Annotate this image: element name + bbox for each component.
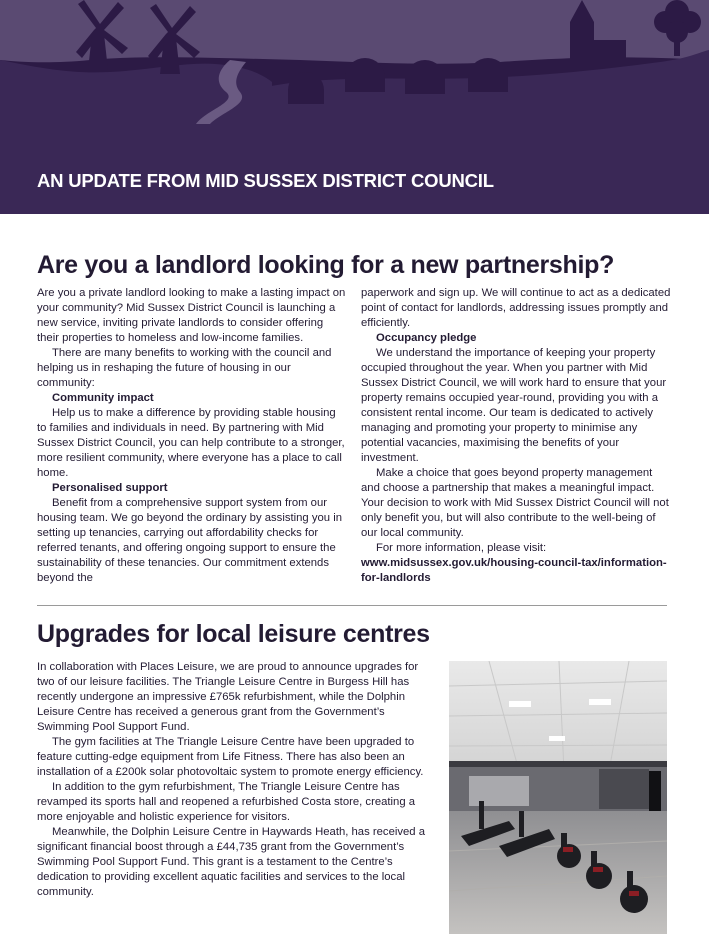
subheading-personalised-support: Personalised support <box>52 482 168 494</box>
subheading-community-impact: Community impact <box>52 392 154 404</box>
paragraph: paperwork and sign up. We will continue to act as a dedicated point of contact for landlords, addressing issues promptly and efficiently. <box>361 287 671 329</box>
landlord-heading: Are you a landlord looking for a new partnership? <box>37 251 615 279</box>
paragraph: Help us to make a difference by providing stable housing to families and individuals in need. By partnering with Mid Sussex District Council, you can help contribute to a stronger, more resilient community, where everyone has a place to call home. <box>37 407 345 479</box>
paragraph: Meanwhile, the Dolphin Leisure Centre in Haywards Heath, has received a significant financial boost through a £44,735 grant from the Government’s Swimming Pool Support Fund. This grant is a testament to the Centre’s dedication to providing excellent aquatic facilities and services to the local community. <box>37 826 425 898</box>
leisure-heading: Upgrades for local leisure centres <box>37 620 430 648</box>
paragraph: The gym facilities at The Triangle Leisure Centre have been upgraded to feature cutting-edge equipment from Life Fitness. There has also been an installation of a £200k solar photovoltaic system to promote energy efficiency. <box>37 736 424 778</box>
banner-title: AN UPDATE FROM MID SUSSEX DISTRICT COUNCIL <box>37 170 494 191</box>
banner <box>0 0 709 214</box>
section-divider <box>37 605 667 606</box>
paragraph: We understand the importance of keeping your property occupied throughout the year. When you partner with Mid Sussex District Council, we will work hard to ensure that your property remains occupied year-round, providing you with a consistent rental income. Our team is dedicated to actively managing and promoting your property to minimise any potential vacancies, maximising the benefits of your investment. <box>361 347 667 464</box>
gym-photo <box>449 661 667 934</box>
paragraph: In addition to the gym refurbishment, The Triangle Leisure Centre has revamped its sports hall and reopened a refurbished Costa store, creating a more enjoyable and holistic experience for visitors. <box>37 781 416 823</box>
subheading-occupancy-pledge: Occupancy pledge <box>376 332 477 344</box>
leisure-body <box>37 660 432 900</box>
paragraph: There are many benefits to working with the council and helping us in reshaping the future of housing in our community: <box>37 347 332 389</box>
gym-interior-image <box>449 661 667 934</box>
paragraph: Make a choice that goes beyond property management and choose a partnership that makes a meaningful impact. Your decision to work with Mid Sussex District Council will not only benefit you, but will also contribute to the well-being of our local community. <box>361 467 669 539</box>
paragraph: For more information, please visit: <box>376 542 547 554</box>
paragraph: Benefit from a comprehensive support system from our housing team. We go beyond the ordinary by assisting you in setting up tenancies, carrying out affordability checks for referred tenants, and offering ongoing support to ensure the sustainability of these tenancies. Our commitment extends beyond the <box>37 497 342 584</box>
info-link[interactable]: www.midsussex.gov.uk/housing-council-tax/information-for-landlords <box>361 557 667 584</box>
paragraph: Are you a private landlord looking to make a lasting impact on your community? Mid Sussex District Council is launching a new service, inviting private landlords to consider offering their properties to homeless and low-income families. <box>37 287 346 344</box>
paragraph: In collaboration with Places Leisure, we are proud to announce upgrades for two of our leisure facilities. The Triangle Leisure Centre in Burgess Hill has recently undergone an impressive £765k refurbishment, while the Dolphin Leisure Centre has received a generous grant from the Government’s Swimming Pool Support Fund. <box>37 661 419 733</box>
landlord-column-right <box>361 286 671 586</box>
landlord-column-left <box>37 286 347 586</box>
